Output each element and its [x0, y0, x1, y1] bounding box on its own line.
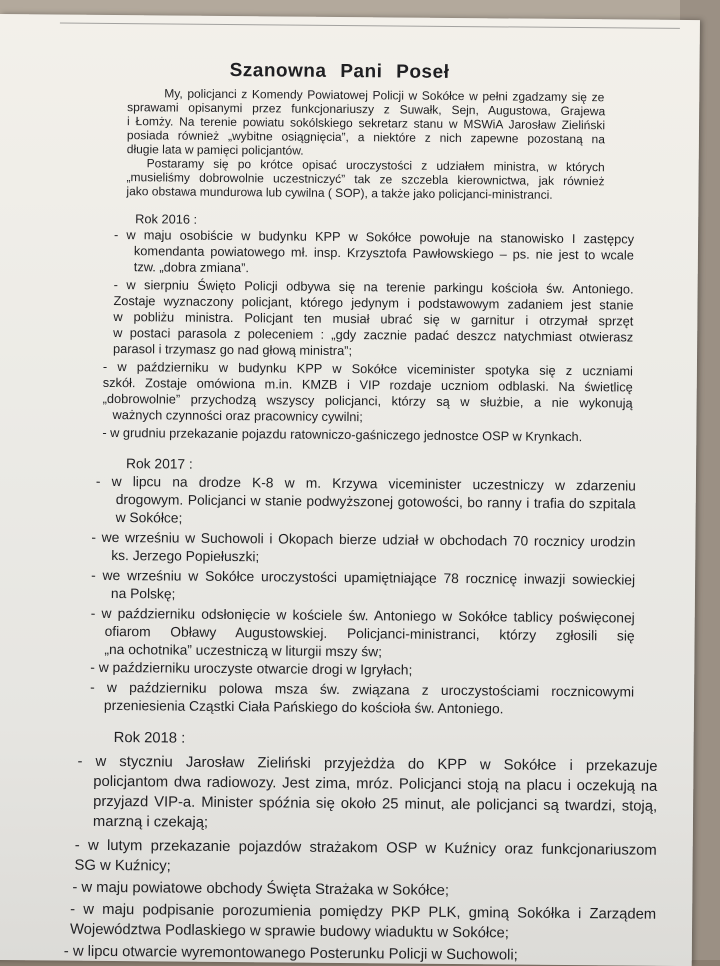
intro-line: „musieliśmy dobrowolnie uczestniczyć” tak ze szczebla kierownictwa, jak również	[126, 170, 605, 189]
entry-line-2017: - w październiku polowa msza św. związana z uroczystościami rocznicowymi	[90, 679, 635, 700]
entry-line-2018: - w maju podpisanie porozumienia pomiędzy PKP PLK, gminą Sokółka i Zarządem	[70, 901, 657, 923]
entry-line-2016: - w październiku w budynku KPP w Sokółce viceminister spotyka się z uczniami	[102, 358, 633, 379]
entry-line-2016: „dobrowolnie” przychodzą wszyscy policjanci, którzy są w służbie, a nie wykonują	[102, 390, 633, 411]
intro-line: długie lata w pamięci policjantów.	[126, 142, 304, 158]
entry-line-2018: Województwa Podlaskiego w sprawie budowy wiaduktu w Sokółce;	[69, 921, 509, 942]
entry-line-2016: Zostaje wyznaczony policjant, którego jedynym i podstawowym zadaniem jest stanie	[113, 293, 634, 313]
entry-line-2017: drogowym. Policjanci w stanie podwyższonej gotowości, bo ranny i trafia do szpitala	[115, 492, 636, 512]
entry-line-2017: ks. Jerzego Popiełuszki;	[111, 547, 260, 565]
entry-line-2017: - w październiku odsłonięcie w kościele św. Antoniego w Sokółce tablicy poświęconej	[90, 605, 635, 626]
entry-line-2016: komendanta powiatowego mł. insp. Krzysztofa Pawłowskiego – ps. nie jest to wcale	[133, 243, 634, 263]
entry-line-2016: w pobliżu ministra. Policjant ten musiał ubrać się w garnitur i otrzymał sprzęt	[113, 309, 634, 329]
entry-line-2018: - w lipcu otwarcie wyremontowanego Posterunku Policji w Suchowoli;	[63, 943, 518, 964]
intro-line: i Łomży. Na terenie powiatu sokólskiego sekretarz stanu w MSWiA Jarosław Zieliński	[127, 114, 606, 133]
document-page	[0, 14, 700, 966]
intro-line: posiada również „wybitne osiągnięcia”, a niektóre z nich zapewne pozostaną na	[126, 128, 605, 147]
entry-line-2017: - w październiku uroczyste otwarcie drogi w Igryłach;	[90, 659, 413, 678]
entry-line-2018: - w maju powiatowe obchody Święta Strażaka w Sokółce;	[72, 879, 450, 899]
entry-line-2017: - w lipcu na drodze K-8 w m. Krzywa viceminister uczestniczy w zdarzeniu	[95, 473, 636, 494]
entry-line-2018: policjantom dwa radiowozy. Jest zima, mróz. Policjanci stoją na placu i oczekują na	[93, 773, 658, 795]
entry-line-2017: przeniesienia Cząstki Ciała Pańskiego do kościoła św. Antoniego.	[103, 697, 504, 717]
page-top-rule	[60, 23, 680, 29]
section-heading-2017: Rok 2017 :	[126, 456, 193, 472]
entry-line-2016: szkół. Zostaje omówiona m.in. KMZB i VIP rozdaje uczniom odblaski. Na świetlicę	[102, 374, 633, 395]
entry-line-2016: ważnych czynności oraz pracownicy cywilni;	[112, 406, 363, 425]
section-heading-2018: Rok 2018 :	[113, 730, 186, 747]
section-heading-2016: Rok 2016 :	[135, 211, 198, 227]
entry-line-2016: - w sierpniu Święto Policji odbywa się na terenie parkingu kościoła św. Antoniego.	[113, 277, 634, 297]
entry-line-2017: na Polskę;	[110, 585, 176, 602]
entry-line-2018: przyjazd VIP-a. Minister spóźnia się około 25 minut, ale policjanci są twardzi, stoją,	[93, 793, 658, 815]
entry-line-2018: marzną i czekają;	[92, 813, 209, 831]
entry-line-2017: - we wrześniu w Sokółce uroczystości upamiętniające 78 rocznicę inwazji sowieckiej	[91, 567, 636, 588]
entry-line-2016: tzw. „dobra zmiana”.	[133, 259, 250, 276]
entry-line-2018: - w styczniu Jarosław Zieliński przyjeżdża do KPP w Sokółce i przekazuje	[77, 753, 658, 775]
intro-line: Postaramy się po krótce opisać uroczystości z udziałem ministra, w których	[146, 156, 605, 175]
entry-line-2017: - we wrześniu w Suchowoli i Okopach bierze udział w obchodach 70 rocznicy urodzin	[91, 529, 636, 550]
entry-line-2016: parasol i trzymasz go nad głową ministra”;	[113, 340, 353, 359]
letter-title: Szanowna Pani Poseł	[229, 60, 450, 83]
entry-line-2018: - w lutym przekazanie pojazdów strażakom OSP w Kuźnicy oraz funkcjonariuszom	[74, 837, 657, 859]
entry-line-2016: w postaci parasola z poleceniem : „gdy zacznie padać deszcz natychmiast otwierasz	[113, 325, 634, 345]
intro-line: sprawami opisanymi przez funkcjonariuszy z Suwałk, Sejn, Augustowa, Grajewa	[127, 100, 606, 119]
entry-line-2017: ofiarom Obławy Augustowskiej. Policjanci-ministranci, którzy zgłosili się	[104, 623, 635, 644]
intro-line: My, policjanci z Komendy Powiatowej Policji w Sokółce w pełni zgadzamy się ze	[164, 86, 605, 105]
entry-line-2018: SG w Kuźnicy;	[74, 857, 171, 875]
entry-line-2017: w Sokółce;	[115, 510, 183, 526]
entry-line-2016: - w maju osobiście w budynku KPP w Sokółce powołuje na stanowisko I zastępcy	[114, 227, 635, 247]
entry-line-2016: - w grudniu przekazanie pojazdu ratowniczo-gaśniczego jednostce OSP w Krynkach.	[102, 424, 583, 445]
intro-line: jako obstawa mundurowa lub cywilna ( SOP), a także jako policjanci-ministranci.	[126, 184, 553, 202]
entry-line-2017: „na ochotnika” uczestniczą w liturgii mszy św;	[104, 641, 383, 660]
